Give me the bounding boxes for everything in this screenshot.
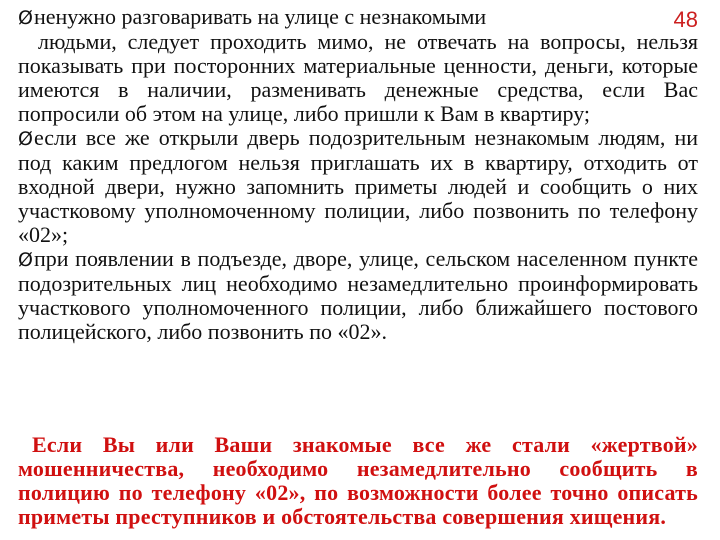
bullet-text: при появлении в подъезде, дворе, улице, сельском населенном пункте подозрительных лиц необходимо незамедлительно проинформировать участкового уполномоченного полиции, либо ближайшего постового полицейского, либо позвонить по «02». bbox=[18, 246, 698, 344]
bullet-text: если все же открыли дверь подозрительным незнакомым людям, ни под каким предлогом нельзя приглашать их в квартиру, отходить от входной двери, нужно запомнить приметы людей и сообщить о них участковому уполномоченному полиции, либо позвонить по телефону «02»; bbox=[18, 125, 698, 247]
bullet-item-door bbox=[18, 126, 698, 247]
bullet-item-strangers bbox=[18, 5, 698, 126]
arrow-bullet-icon: Ø bbox=[18, 128, 33, 150]
bullet-item-suspicious bbox=[18, 247, 698, 344]
bullet-continuation: людьми, следует проходить мимо, не отвечать на вопросы, нельзя показывать при посторонних материальные ценности, деньги, которые имеются в наличии, разменивать денежные средства, если Вас попросили об этом на улице, либо пришли к Вам в квартиру; bbox=[18, 29, 698, 126]
bullet-first-line: ненужно разговаривать на улице с незнакомыми bbox=[33, 4, 487, 29]
fraud-warning-paragraph: Если Вы или Ваши знакомые все же стали «жертвой» мошенничества, необходимо незамедлительно сообщить в полицию по телефону «02», по возможности более точно описать приметы преступников и обстоятельства совершения хищения. bbox=[18, 432, 698, 529]
slide-number: 48 bbox=[673, 7, 698, 32]
arrow-bullet-icon: Ø bbox=[18, 7, 33, 29]
bullet-list bbox=[18, 5, 698, 344]
arrow-bullet-icon: Ø bbox=[18, 249, 33, 271]
